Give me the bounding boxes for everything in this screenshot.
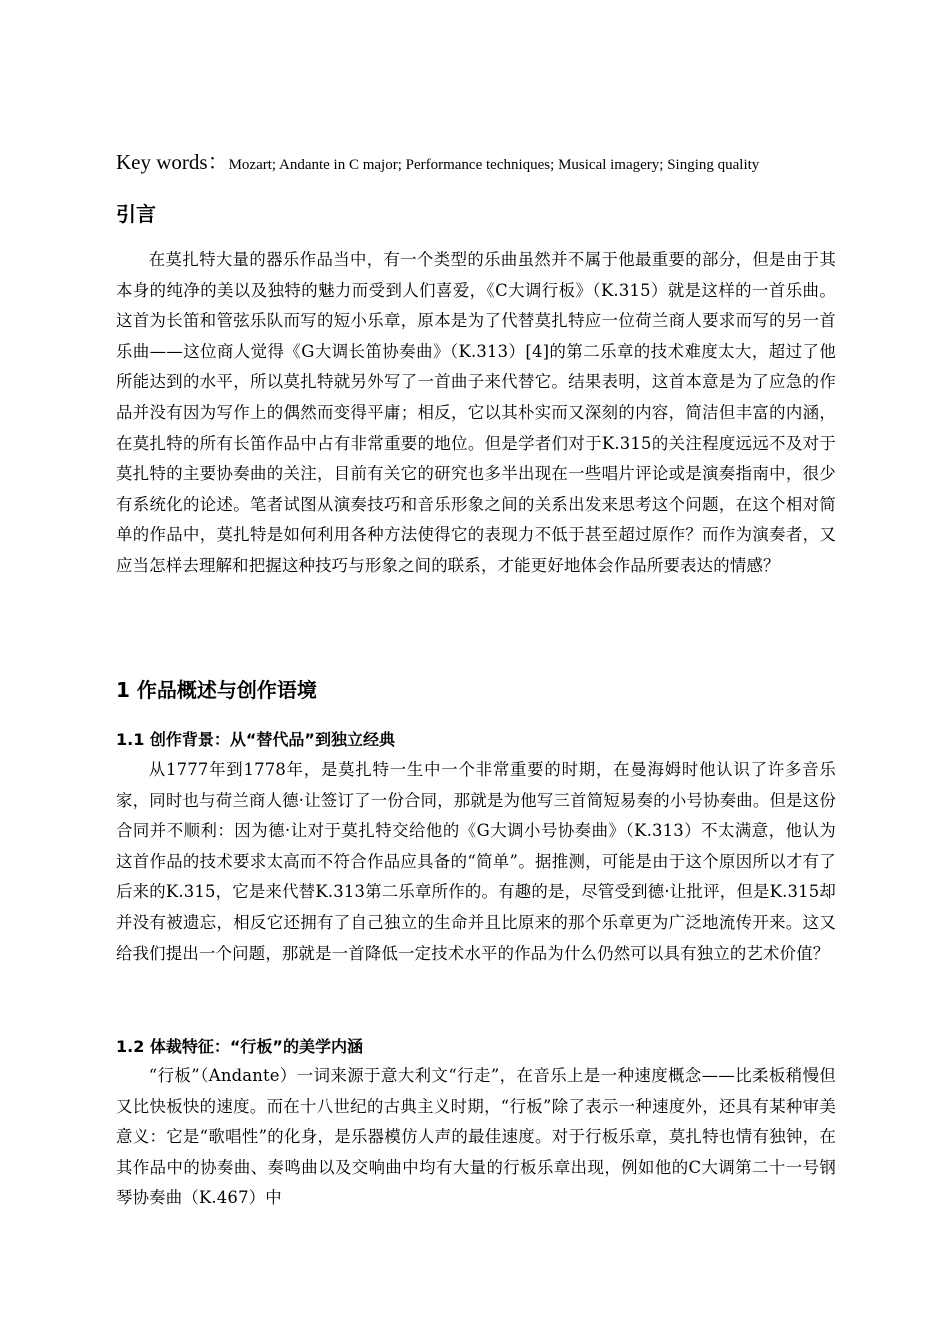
section-1-heading: 1 作品概述与创作语境: [116, 678, 317, 702]
intro-paragraph: 在莫扎特大量的器乐作品当中，有一个类型的乐曲虽然并不属于他最重要的部分，但是由于其本身的纯净的美以及独特的魅力而受到人们喜爱，《C大调行板》（K.315）就是这样的一首乐曲。这首为长笛和管弦乐队而写的短小乐章，原本是为了代替莫扎特应一位荷兰商人要求而写的另一首乐曲——这位商人觉得《G大调长笛协奏曲》（K.313）[4]的第二乐章的技术难度太大，超过了他所能达到的水平，所以莫扎特就另外写了一首曲子来代替它。结果表明，这首本意是为了应急的作品并没有因为写作上的偶然而变得平庸；相反，它以其朴实而又深刻的内容，简洁但丰富的内涵，在莫扎特的所有长笛作品中占有非常重要的地位。但是学者们对于K.315的关注程度远远不及对于莫扎特的主要协奏曲的关注，目前有关它的研究也多半出现在一些唱片评论或是演奏指南中，很少有系统化的论述。笔者试图从演奏技巧和音乐形象之间的关系出发来思考这个问题，在这个相对简单的作品中，莫扎特是如何利用各种方法使得它的表现力不低于甚至超过原作？而作为演奏者，又应当怎样去理解和把握这种技巧与形象之间的联系，才能更好地体会作品所要表达的情感？: [116, 250, 836, 575]
section-1-2-heading: 1.2 体裁特征：“行板”的美学内涵: [116, 1037, 363, 1056]
section-1-2-paragraph: “行板”（Andante）一词来源于意大利文“行走”，在音乐上是一种速度概念——比柔板稍慢但又比快板快的速度。而在十八世纪的古典主义时期，“行板”除了表示一种速度外，还具有某种审美意义：它是“歌唱性”的化身，是乐器模仿人声的最佳速度。对于行板乐章，莫扎特也情有独钟，在其作品中的协奏曲、奏鸣曲以及交响曲中均有大量的行板乐章出现，例如他的C大调第二十一号钢琴协奏曲（K.467）中: [116, 1066, 836, 1208]
keywords-text: Mozart; Andante in C major; Performance techniques; Musical imagery; Singing quality: [228, 157, 760, 173]
keywords-label: Key words：: [116, 150, 229, 174]
section-1-1-heading: 1.1 创作背景：从“替代品”到独立经典: [116, 730, 395, 749]
section-1-1-paragraph: 从1777年到1778年，是莫扎特一生中一个非常重要的时期，在曼海姆时他认识了许多音乐家，同时也与荷兰商人德·让签订了一份合同，那就是为他写三首简短易奏的小号协奏曲。但是这份合同并不顺利：因为德·让对于莫扎特交给他的《G大调小号协奏曲》（K.313）不太满意，他认为这首作品的技术要求太高而不符合作品应具备的“简单”。据推测，可能是由于这个原因所以才有了后来的K.315，它是来代替K.313第二乐章所作的。有趣的是，尽管受到德·让批评，但是K.315却并没有被遗忘，相反它还拥有了自己独立的生命并且比原来的那个乐章更为广泛地流传开来。这又给我们提出一个问题，那就是一首降低一定技术水平的作品为什么仍然可以具有独立的艺术价值？: [116, 760, 836, 963]
intro-heading: 引言: [116, 202, 156, 226]
keywords-line: [116, 146, 876, 176]
